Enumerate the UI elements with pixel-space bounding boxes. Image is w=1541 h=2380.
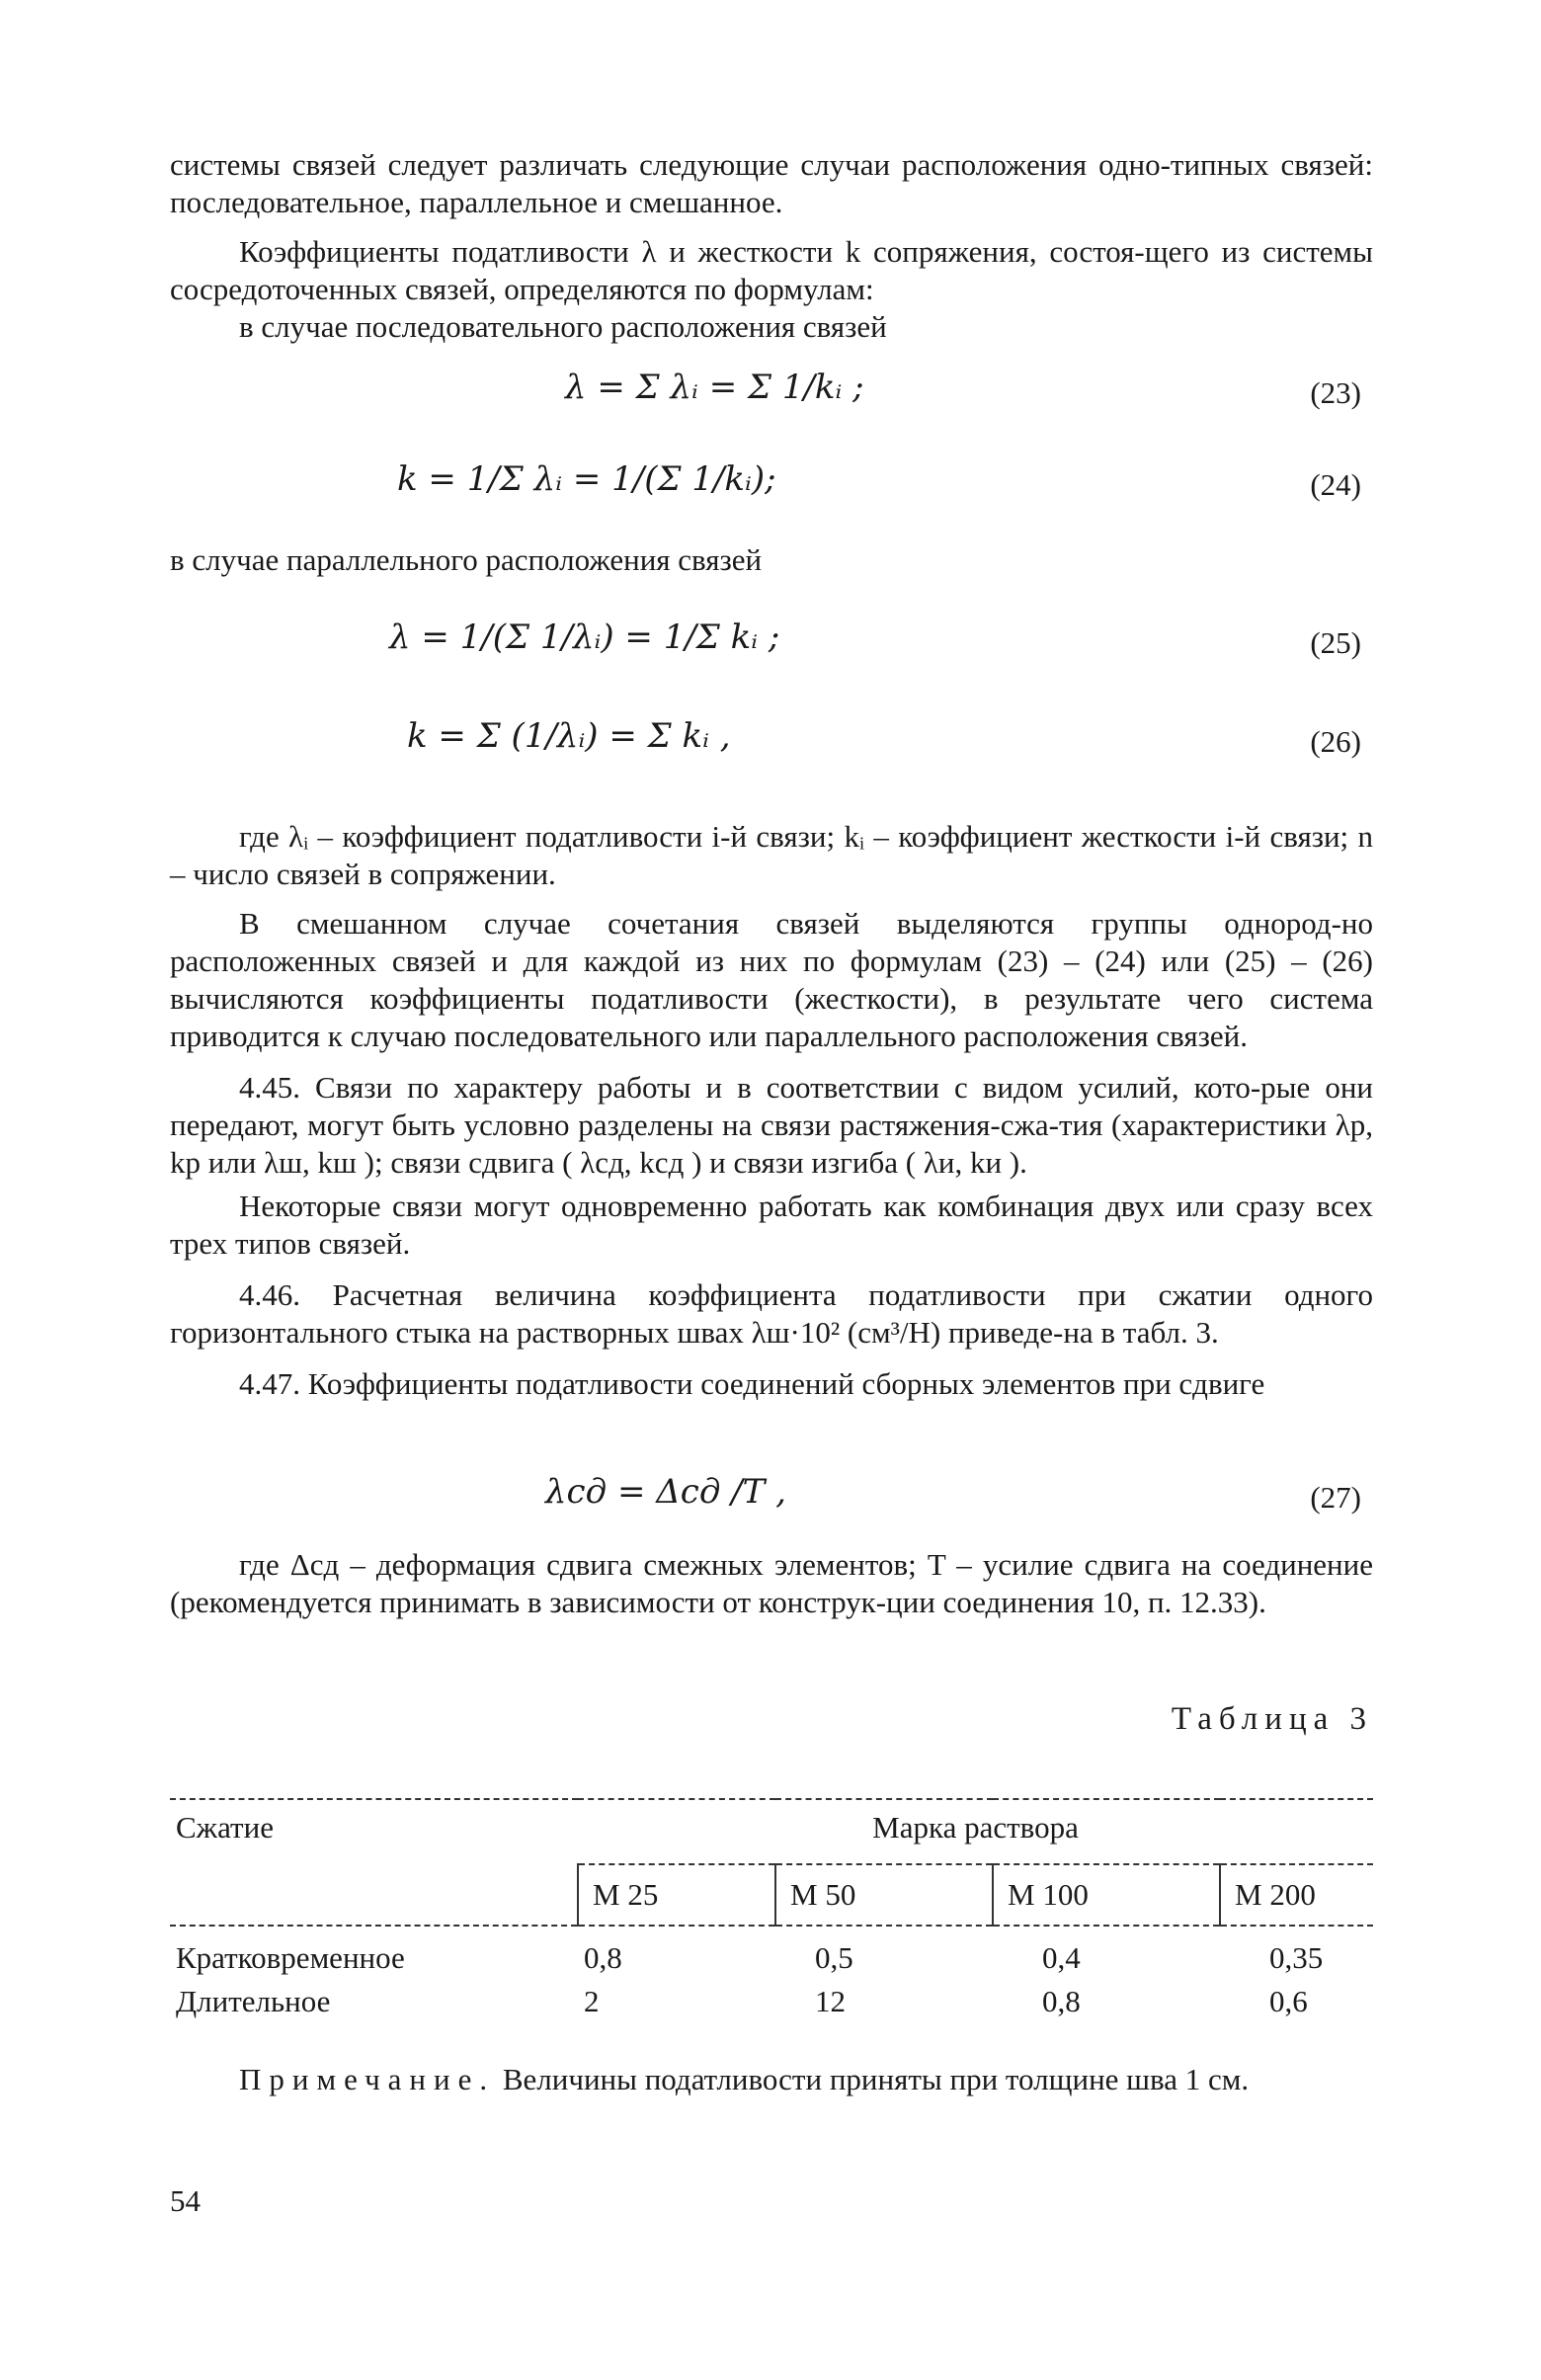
table-cell: 0,35 xyxy=(1269,1940,1324,1975)
formula-23 xyxy=(170,368,1373,427)
intro-block xyxy=(170,146,1373,346)
table-group-header: Марка раствора xyxy=(872,1810,1079,1845)
parallel-label-block xyxy=(170,541,1373,579)
formula-25-expr: λ = 1/(Σ 1/λᵢ) = 1/Σ kᵢ ; xyxy=(389,617,780,657)
formula-25-number: (25) xyxy=(1310,625,1361,660)
table-cell: 0,5 xyxy=(815,1940,853,1975)
label-serial: в случае последовательного расположения связей xyxy=(239,309,887,344)
paragraph-intro: системы связей следует различать следующие случаи расположения одно-типных связей: последовательное, параллельное и смешанное. xyxy=(170,147,1373,219)
table-cell: 0,8 xyxy=(584,1940,622,1975)
paragraph-where-2: где Δсд – деформация сдвига смежных элементов; T – усилие сдвига на соединение (рекомендуется принимать в зависимости от конструк-ции соединения 10, п. 12.33). xyxy=(170,1547,1373,1619)
table-cell: 0,4 xyxy=(1042,1940,1081,1975)
paragraph-4-47: 4.47. Коэффициенты податливости соединений сборных элементов при сдвиге xyxy=(239,1366,1265,1401)
formula-24 xyxy=(170,459,1373,519)
table-header-row-1 xyxy=(170,1799,1373,1864)
table-row-label: Кратковременное xyxy=(176,1940,405,1975)
body-block xyxy=(170,818,1373,1403)
note-text: Величины податливости приняты при толщине шва 1 см. xyxy=(502,2062,1250,2096)
formula-24-expr: k = 1/Σ λᵢ = 1/(Σ 1/kᵢ); xyxy=(397,459,776,499)
paragraph-some: Некоторые связи могут одновременно работать как комбинация двух или сразу всех трех типов связей. xyxy=(170,1189,1373,1261)
formula-23-expr: λ = Σ λᵢ = Σ 1/kᵢ ; xyxy=(565,368,864,407)
table-col-header: М 25 xyxy=(578,1864,775,1926)
table-cell: 0,6 xyxy=(1269,1984,1308,2018)
formula-26-expr: k = Σ (1/λᵢ) = Σ kᵢ , xyxy=(407,716,731,756)
paragraph-where-1: где λᵢ – коэффициент податливости i-й связи; kᵢ – коэффициент жесткости i-й связи; n – число связей в сопряжении. xyxy=(170,819,1373,891)
page-number: 54 xyxy=(170,2183,201,2218)
table-note xyxy=(170,2060,1373,2099)
table-row-label: Длительное xyxy=(176,1984,331,2018)
table-col-header: М 50 xyxy=(775,1864,993,1926)
table-cell: 0,8 xyxy=(1042,1984,1081,2018)
paragraph-4-46: 4.46. Расчетная величина коэффициента податливости при сжатии одного горизонтального стыка на растворных швах λш·10² (см³/Н) приведе-на в табл. 3. xyxy=(170,1277,1373,1350)
paragraph-4-45: 4.45. Связи по характеру работы и в соответствии с видом усилий, кото-рые они передают, могут быть условно разделены на связи растяжения-сжа-тия (характеристики λр, kр или λш, kш ); связи сдвига ( λсд, kсд ) и связи изгиба ( λи, kи ). xyxy=(170,1070,1373,1180)
table-cell: 2 xyxy=(584,1984,600,2018)
formula-27-number: (27) xyxy=(1310,1480,1361,1515)
formula-27-expr: λсд = Δсд /T , xyxy=(545,1472,786,1512)
paragraph-coefficients: Коэффициенты податливости λ и жесткости k сопряжения, состоя-щего из системы сосредоточенных связей, определяются по формулам: xyxy=(170,234,1373,306)
paragraph-mixed: В смешанном случае сочетания связей выделяются группы однород-но расположенных связей и для каждой из них по формулам (23) – (24) или (25) – (26) вычисляются коэффициенты податливости (жесткости), в результате чего система приводится к случаю последовательного или параллельного расположения связей. xyxy=(170,906,1373,1053)
note-label: Примечание. xyxy=(239,2062,496,2096)
formula-25 xyxy=(170,617,1373,677)
table-row xyxy=(170,1926,1373,1980)
label-parallel: в случае параллельного расположения связей xyxy=(170,542,763,577)
formula-23-number: (23) xyxy=(1310,375,1361,410)
where-2-block xyxy=(170,1546,1373,1621)
formula-24-number: (24) xyxy=(1310,467,1361,502)
formula-26-number: (26) xyxy=(1310,724,1361,759)
table-cell: 12 xyxy=(815,1984,846,2018)
table-col-header: М 200 xyxy=(1220,1864,1373,1926)
table-row xyxy=(170,1980,1373,2023)
formula-27 xyxy=(170,1472,1373,1531)
table-header-first: Сжатие xyxy=(170,1799,578,1926)
table-caption: Таблица 3 xyxy=(1171,1701,1373,1737)
table-3 xyxy=(170,1798,1373,2023)
formula-26 xyxy=(170,716,1373,776)
table-col-header: М 100 xyxy=(993,1864,1220,1926)
